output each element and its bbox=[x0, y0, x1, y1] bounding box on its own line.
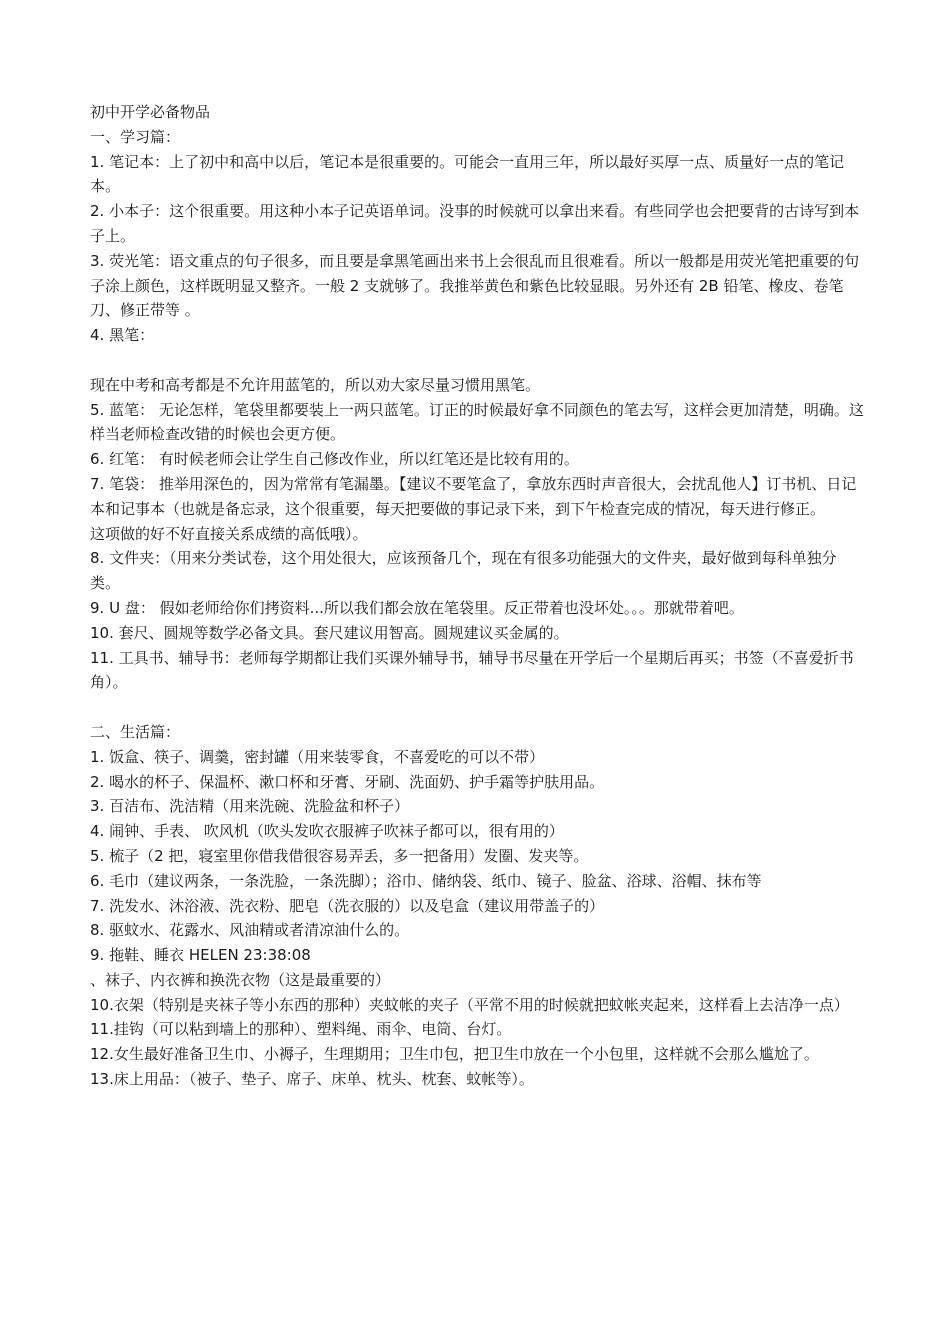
study-item-notebook: 1. 笔记本：上了初中和高中以后，笔记本是很重要的。可能会一直用三年，所以最好买厚一点、质量好一点的笔记本。 bbox=[90, 152, 845, 196]
study-item-small-notebook: 2. 小本子：这个很重要。用这种小本子记英语单词。没事的时候就可以拿出来看。有些同学也会把要背的古诗写到本子上。 bbox=[90, 202, 860, 245]
life-item-shampoo: 7. 洗发水、沐浴液、洗衣粉、肥皂（洗衣服的）以及皂盒（建议用带盖子的） bbox=[90, 896, 605, 915]
blank-line bbox=[90, 695, 865, 720]
document-title: 初中开学必备物品 bbox=[90, 103, 211, 121]
study-item-pencil-case-note: 这项做的好不好直接关系成绩的高低哦）。 bbox=[90, 524, 368, 543]
study-item-pencil-case: 7. 笔袋： 推举用深色的，因为常常有笔漏墨。【建议不要笔盒了，拿放东西时声音很大，会扰乱他人】订书机、日记本和记事本（也就是备忘录，这个很重要，每天把要做的事记录下来，到下午检查完成的情况，每天进行修正。 bbox=[90, 474, 857, 518]
study-item-black-pen-note: 现在中考和高考都是不允许用蓝笔的，所以劝大家尽量习惯用黑笔。 bbox=[90, 375, 541, 394]
life-item-cups: 2. 喝水的杯子、保温杯、漱口杯和牙膏、牙刷、洗面奶、护手霜等护肤用品。 bbox=[90, 772, 605, 791]
section-heading-life: 二、生活篇： bbox=[90, 722, 181, 741]
life-item-slippers: 9. 拖鞋、睡衣 HELEN 23:38:08 bbox=[90, 946, 311, 965]
study-item-reference-books: 11. 工具书、辅导书：老师每学期都让我们买课外辅导书，辅导书尽量在开学后一个星期后再买；书签（不喜爱折书角）。 bbox=[90, 648, 854, 692]
study-item-blue-pen: 5. 蓝笔： 无论怎样，笔袋里都要装上一两只蓝笔。订正的时候最好拿不同颜色的笔去写，这样会更加清楚，明确。这样当老师检查改错的时候也会更方便。 bbox=[90, 400, 864, 444]
life-item-comb: 5. 梳子（2 把，寝室里你借我借很容易弄丢，多一把备用）发圈、发夹等。 bbox=[90, 846, 589, 865]
life-item-hooks: 11.挂钩（可以粘到墙上的那种）、塑料绳、雨伞、电筒、台灯。 bbox=[90, 1020, 512, 1039]
study-item-red-pen: 6. 红笔： 有时候老师会让学生自己修改作业，所以红笔还是比较有用的。 bbox=[90, 450, 579, 469]
section-heading-study: 一、学习篇： bbox=[90, 127, 181, 146]
study-item-black-pen: 4. 黑笔： bbox=[90, 326, 155, 345]
study-item-highlighter: 3. 荧光笔：语文重点的句子很多，而且要是拿黑笔画出来书上会很乱而且很难看。所以一般都是用荧光笔把重要的句子涂上颜色，这样既明显又整齐。一般 2 支就够了。我推举黄色和紫色比较显眼。另外还有 2B 铅笔、橡皮、卷笔刀、修正带等 。 bbox=[90, 251, 860, 320]
study-item-folder: 8. 文件夹：（用来分类试卷，这个用处很大，应该预备几个，现在有很多功能强大的文件夹，最好做到每科单独分类。 bbox=[90, 549, 837, 593]
life-item-clothes: 、袜子、内衣裤和换洗衣物（这是最重要的） bbox=[90, 970, 391, 989]
life-item-hangers: 10.衣架（特别是夹袜子等小东西的那种）夹蚊帐的夹子（平常不用的时候就把蚊帐夹起来，这样看上去洁净一点） bbox=[90, 995, 849, 1014]
life-item-towel: 6. 毛巾（建议两条，一条洗脸，一条洗脚）；浴巾、储纳袋、纸巾、镜子、脸盆、浴球、浴帽、抹布等 bbox=[90, 871, 762, 890]
study-item-usb-drive: 9. U 盘： 假如老师给你们拷资料...所以我们都会放在笔袋里。反正带着也没坏处。。。那就带着吧。 bbox=[90, 598, 744, 617]
study-item-math-tools: 10. 套尺、圆规等数学必备文具。套尺建议用智高。圆规建议买金属的。 bbox=[90, 623, 569, 642]
blank-line bbox=[90, 348, 865, 373]
life-item-repellent: 8. 驱蚊水、花露水、风油精或者清凉油什么的。 bbox=[90, 921, 410, 940]
life-item-bedding: 13.床上用品：（被子、垫子、席子、床单、枕头、枕套、蚊帐等）。 bbox=[90, 1070, 534, 1089]
document-body bbox=[90, 100, 865, 1092]
life-item-cleaning: 3. 百洁布、洗洁精（用来洗碗、洗脸盆和杯子） bbox=[90, 797, 410, 816]
life-item-clock: 4. 闹钟、手表、 吹风机（吹头发吹衣服裤子吹袜子都可以，很有用的） bbox=[90, 822, 564, 841]
life-item-hygiene: 12.女生最好准备卫生巾、小褥子，生理期用；卫生巾包，把卫生巾放在一个小包里，这样就不会那么尴尬了。 bbox=[90, 1045, 819, 1064]
life-item-lunchbox: 1. 饭盒、筷子、调羹，密封罐（用来装零食，不喜爱吃的可以不带） bbox=[90, 747, 545, 766]
